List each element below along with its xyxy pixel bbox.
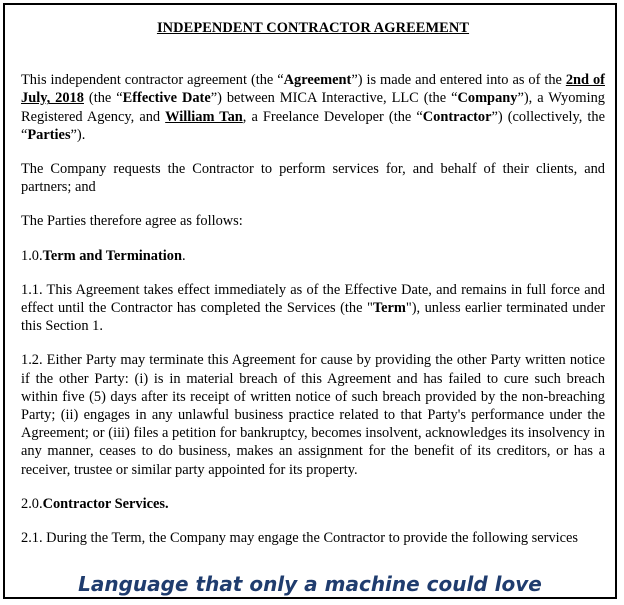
clause-text: 1.1. This Agreement takes effect immediately as of the Effective Date, and remains in full force and effect until the Contractor has completed the Services (the " — [21, 281, 605, 317]
clause-1-1 — [21, 281, 605, 336]
intro-text: ”). — [70, 126, 86, 143]
intro-text: ”) (collectively, the “ — [21, 108, 605, 143]
section-1-heading — [21, 247, 605, 265]
agree-line: The Parties therefore agree as follows: — [21, 213, 243, 230]
intro-text: ”) is made and entered into as of the — [351, 72, 566, 89]
caption: Language that only a machine could love — [5, 571, 615, 597]
contractor-name: William Tan — [165, 108, 243, 125]
section-heading-text: Term and Termination — [42, 247, 182, 264]
contractor-term: Contractor — [422, 108, 492, 125]
intro-paragraph — [21, 71, 605, 144]
clause-text: "), unless earlier terminated under this Section 1. — [21, 300, 605, 335]
document-frame — [3, 3, 617, 599]
section-2-heading — [21, 495, 605, 513]
company-term: Company — [457, 90, 518, 107]
effective-date-value: 2nd of July, 2018 — [21, 72, 605, 107]
term-definition: Term — [372, 300, 406, 317]
effective-date-term: Effective Date — [122, 90, 211, 107]
section-number: 2.0. — [21, 495, 43, 512]
intro-text: (the “ — [83, 90, 123, 107]
clause-2-1: 2.1. During the Term, the Company may engage the Contractor to provide the following services — [21, 530, 579, 547]
intro-text: This independent contractor agreement (the “ — [21, 72, 284, 89]
document-title: INDEPENDENT CONTRACTOR AGREEMENT — [156, 20, 470, 36]
clause-1-2: 1.2. Either Party may terminate this Agreement for cause by providing the other Party written notice if the other Party: (i) is in material breach of this Agreement and has failed to cure such breach within five (5) days after its receipt of written notice of such breach provided by the non-breaching Party; (ii) engages in any unlawful business practice related to that Party's performance under the Agreement; or (iii) files a petition for bankruptcy, becomes insolvent, acknowledges its insolvency in any manner, ceases to do business, makes an assignment for the benefit of its creditors, or has a receiver, trustee or similar party appointed for its property. — [21, 352, 605, 478]
section-heading-suffix: . — [182, 247, 186, 264]
intro-text: ”), a Wyoming Registered Agency, and — [21, 90, 605, 125]
agreement-document — [21, 19, 605, 563]
parties-term: Parties — [27, 126, 71, 143]
agreement-term: Agreement — [283, 72, 352, 89]
section-number: 1.0. — [21, 247, 43, 264]
section-heading-text: Contractor Services. — [42, 495, 169, 512]
intro-text: ”) between MICA Interactive, LLC (the “ — [210, 90, 458, 107]
recital-paragraph: The Company requests the Contractor to perform services for, and behalf of their clients, and partners; and — [21, 161, 605, 196]
intro-text: , a Freelance Developer (the “ — [242, 108, 423, 125]
